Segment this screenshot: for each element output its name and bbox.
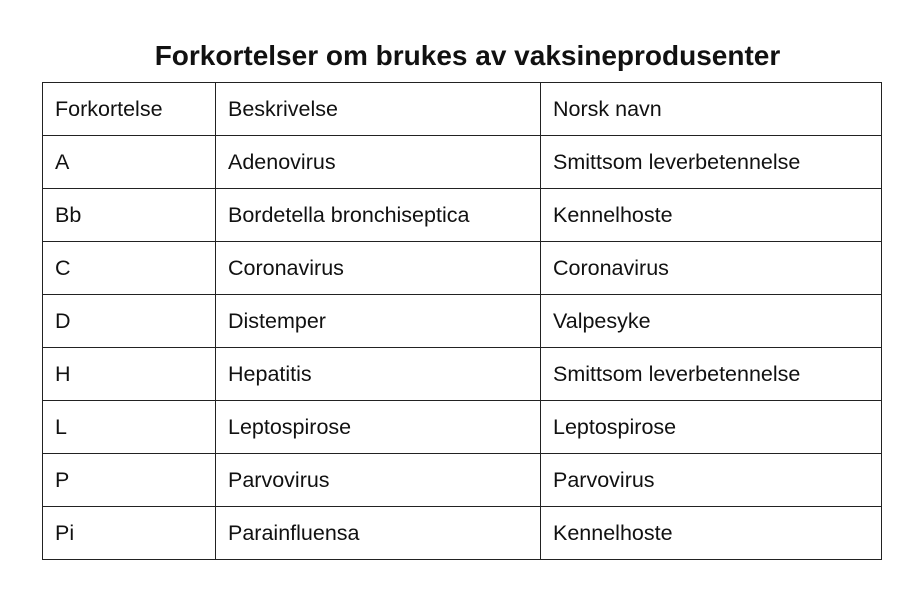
cell-description: Hepatitis: [216, 348, 541, 401]
cell-abbreviation: P: [43, 454, 216, 507]
cell-abbreviation: A: [43, 136, 216, 189]
table-row: [43, 401, 882, 454]
cell-abbreviation: Pi: [43, 507, 216, 560]
table-row: [43, 136, 882, 189]
table-row: [43, 348, 882, 401]
cell-norwegian-name: Parvovirus: [541, 454, 882, 507]
table-header-row: [43, 83, 882, 136]
cell-norwegian-name: Kennelhoste: [541, 507, 882, 560]
cell-abbreviation: C: [43, 242, 216, 295]
cell-norwegian-name: Kennelhoste: [541, 189, 882, 242]
cell-description: Adenovirus: [216, 136, 541, 189]
header-description: Beskrivelse: [216, 83, 541, 136]
cell-abbreviation: Bb: [43, 189, 216, 242]
header-norwegian-name: Norsk navn: [541, 83, 882, 136]
table-row: [43, 295, 882, 348]
cell-description: Bordetella bronchiseptica: [216, 189, 541, 242]
cell-norwegian-name: Coronavirus: [541, 242, 882, 295]
table-row: [43, 454, 882, 507]
cell-description: Leptospirose: [216, 401, 541, 454]
abbreviation-table: [42, 82, 882, 560]
table-row: [43, 507, 882, 560]
cell-description: Coronavirus: [216, 242, 541, 295]
cell-description: Parainfluensa: [216, 507, 541, 560]
cell-abbreviation: D: [43, 295, 216, 348]
cell-norwegian-name: Valpesyke: [541, 295, 882, 348]
cell-norwegian-name: Smittsom leverbetennelse: [541, 136, 882, 189]
cell-abbreviation: L: [43, 401, 216, 454]
cell-abbreviation: H: [43, 348, 216, 401]
header-abbreviation: Forkortelse: [43, 83, 216, 136]
cell-description: Parvovirus: [216, 454, 541, 507]
cell-norwegian-name: Leptospirose: [541, 401, 882, 454]
cell-description: Distemper: [216, 295, 541, 348]
table-row: [43, 189, 882, 242]
table-row: [43, 242, 882, 295]
page-title: Forkortelser om brukes av vaksineprodusenter: [154, 40, 781, 71]
cell-norwegian-name: Smittsom leverbetennelse: [541, 348, 882, 401]
